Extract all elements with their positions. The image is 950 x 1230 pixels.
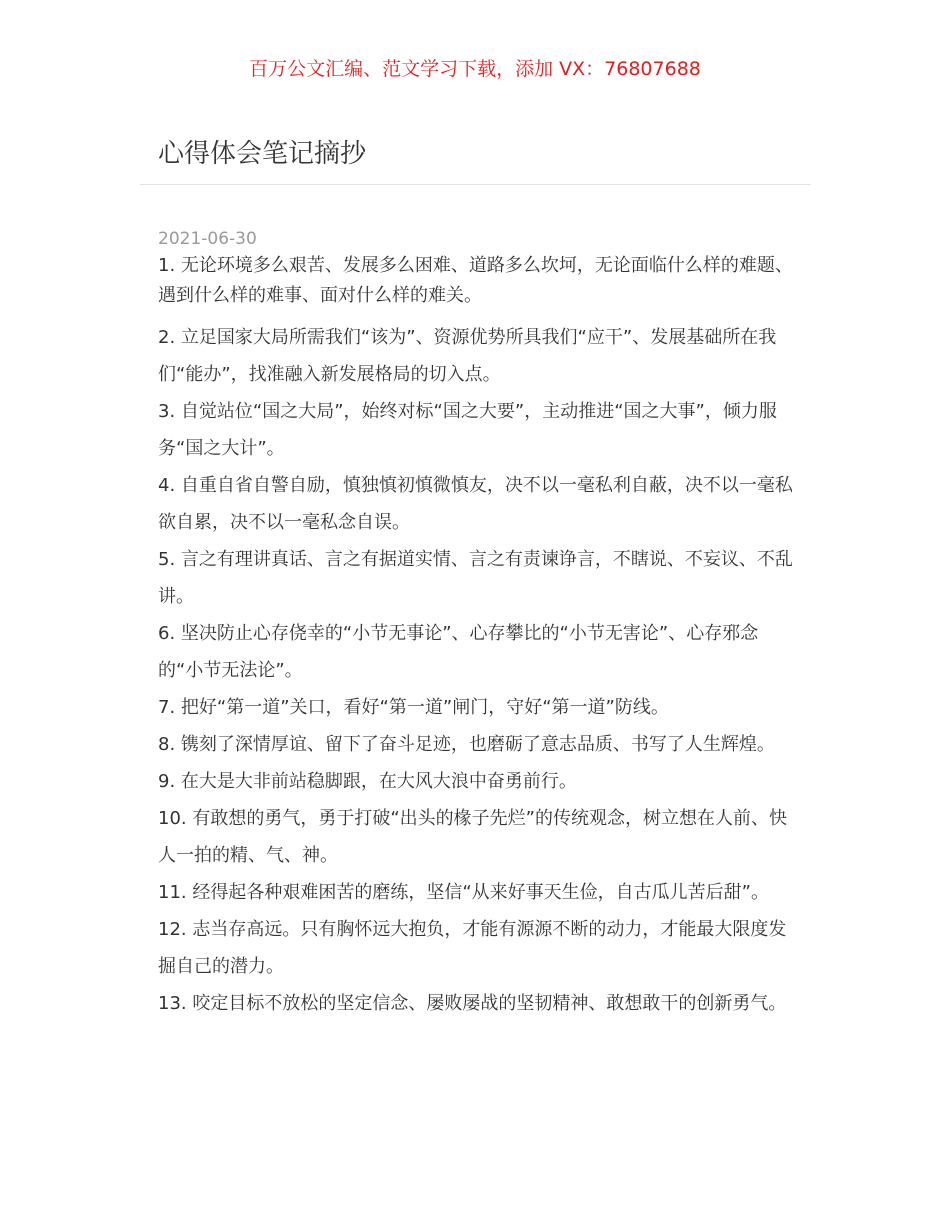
header-banner: 百万公文汇编、范文学习下载，添加 VX：76807688 — [249, 58, 701, 80]
list-item: 5. 言之有理讲真话、言之有据道实情、言之有责谏诤言，不瞎说、不妄议、不乱讲。 — [158, 549, 793, 607]
title-divider — [140, 184, 811, 185]
list-item: 4. 自重自省自警自励，慎独慎初慎微慎友，决不以一毫私利自蔽，决不以一毫私欲自累，决不以一毫私念自误。 — [158, 475, 793, 533]
list-item: 11. 经得起各种艰难困苦的磨练，坚信“从来好事天生俭，自古瓜儿苦后甜”。 — [158, 882, 769, 903]
list-item: 7. 把好“第一道”关口，看好“第一道”闸门，守好“第一道”防线。 — [158, 697, 669, 718]
list-item: 10. 有敢想的勇气，勇于打破“出头的椽子先烂”的传统观念，树立想在人前、快人一拍的精、气、神。 — [158, 808, 787, 866]
list-item: 9. 在大是大非前站稳脚跟，在大风大浪中奋勇前行。 — [158, 771, 577, 792]
list-item: 1. 无论环境多么艰苦、发展多么困难、道路多么坎坷，无论面临什么样的难题、遇到什么样的难事、面对什么样的难关。 — [158, 255, 793, 306]
list-item: 8. 镌刻了深情厚谊、留下了奋斗足迹，也磨砺了意志品质、书写了人生辉煌。 — [158, 734, 775, 755]
list-item: 12. 志当存高远。只有胸怀远大抱负，才能有源源不断的动力，才能最大限度发掘自己的潜力。 — [158, 919, 787, 977]
list-item: 6. 坚决防止心存侥幸的“小节无事论”、心存攀比的“小节无害论”、心存邪念的“小节无法论”。 — [158, 623, 759, 681]
page-title: 心得体会笔记摘抄 — [158, 139, 367, 169]
list-item: 13. 咬定目标不放松的坚定信念、屡败屡战的坚韧精神、敢想敢干的创新勇气。 — [158, 993, 787, 1014]
list-item: 3. 自觉站位“国之大局”，始终对标“国之大要”，主动推进“国之大事”，倾力服务“国之大计”。 — [158, 401, 777, 459]
post-date: 2021-06-30 — [158, 229, 257, 249]
list-item: 2. 立足国家大局所需我们“该为”、资源优势所具我们“应干”、发展基础所在我们“能办”，找准融入新发展格局的切入点。 — [158, 327, 777, 385]
notes-list — [158, 251, 794, 1022]
